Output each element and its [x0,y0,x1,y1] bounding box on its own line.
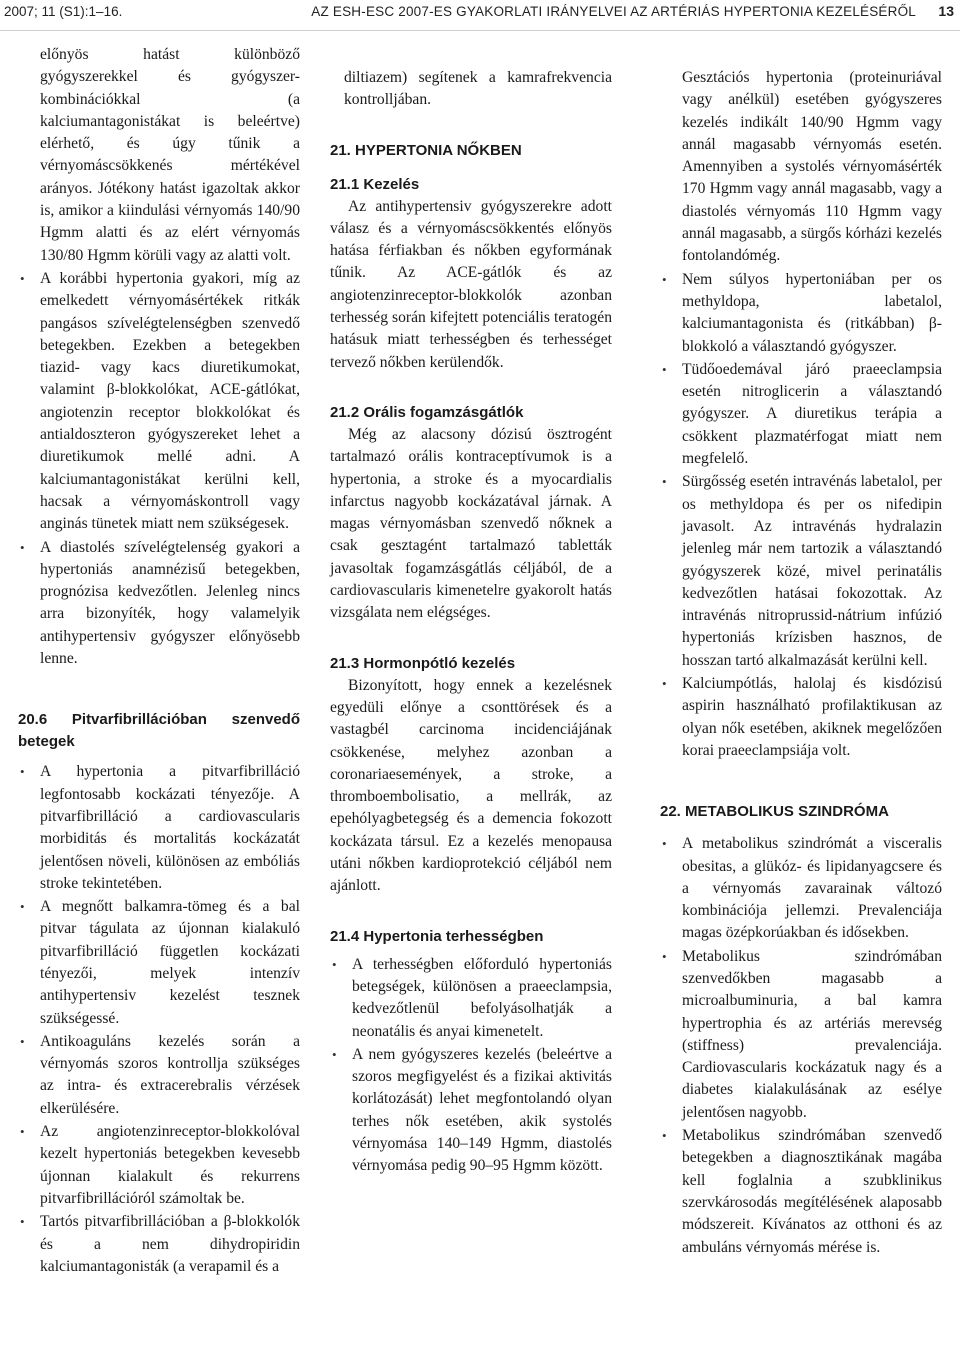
running-header [0,0,960,31]
bullet-list-metabolic [660,833,942,1259]
column-1 [18,44,300,1279]
list-item: • A nem gyógyszeres kezelés (beleértve a szoros megfigyelést és a fizikai aktivitás korlátozását) lehet megfontolandó olyan terhes nők esetében, akik systolés vérnyomása 140–149 Hgmm, diastolés vérnyomása pedig 90–95 Hgmm között. [330,1044,612,1178]
list-item: • A diastolés szívelégtelenség gyakori a hypertoniás anamnézisű betegekben, prognózisa kedvezőtlen. Jelenleg nincs arra bizonyíték, hogy valamelyik antihypertensiv gyógyszer előnyösebb lenne. [18,537,300,671]
list-item: • Kalciumpótlás, halolaj és kisdózisú aspirin használható profilaktikusan az olyan nők esetében, akiknek megelőzően korai praeeclampsiája volt. [660,673,942,762]
paragraph-21-3: Bizonyított, hogy ennek a kezelésnek egyedüli előnye a csonttörések és a vastagbél carcinoma incidenciájának csökkenése, melyhez azonban a coronariaesemények, a stroke, a thromboembolisatio, a mellrák, az epehólyagbetegség és a demencia fokozott kockázata társul. Ez a kezelés menopausa utáni nőkben kardioprotekció céljából nem ajánlott. [330,676,612,895]
subsection-heading-21-1: 21.1 Kezelés [330,175,420,193]
list-item: • A korábbi hypertonia gyakori, míg az emelkedett vérnyomásértékek ritkák pangásos szívelégtelenségben szenvedő betegekben. Ezekben a betegekben tiazid- vagy kacs diuretikumokat, valamint β-blokkolókat, ACE-gátlókat, angiotenzin receptor blokkolókat és antialdoszteron gyógyszereket lehet a diuretikumok mellé adni. A kalciumantagonistákat kerülni kell, hacsak a vérnyomáskontroll vagy anginás tünetek miatt nem szükségesek. [18,268,300,536]
list-item: • A terhességben előforduló hypertoniás betegségek, különösen a praeeclampsia, kedvezőtlenül befolyásolhatják a neonatális és anyai kimenetelt. [330,954,612,1043]
bullet-list-afib [18,761,300,1278]
list-item: • Nem súlyos hypertoniában per os methyldopa, labetalol, kalciumantagonista és (ritkábban) β-blokkoló a választandó gyógyszer. [660,269,942,358]
subsection-heading-21-3: 21.3 Hormonpótló kezelés [330,654,516,672]
section-heading-21: 21. HYPERTONIA NŐKBEN [330,141,522,159]
list-item: • Tüdőoedemával járó praeeclampsia esetén nitroglicerin a választandó gyógyszer. A diuretikus terápia a csökkent plazmatérfogat miatt nem megfelelő. [660,359,942,470]
list-item: • Antikoaguláns kezelés során a vérnyomás szoros kontrollja szükséges az intra- és extracerebralis vérzések elkerülésére. [18,1031,300,1120]
list-item: • Metabolikus szindrómában szenvedőkben magasabb a microalbuminuria, a bal kamra hypertrophia és az artériás merevség (stiffness) prevalenciája. Cardiovascularis kockázatuk nagy és a diabetes kialakulásának az esélye jelentősen nagyobb. [660,946,942,1124]
list-item: • A hypertonia a pitvarfibrilláció legfontosabb kockázati tényezője. A pitvarfibrilláció a cardiovascularis morbiditás és mortalitás kockázatát jelentősen növeli, különösen az embóliás stroke tekintetében. [18,761,300,895]
paragraph-21-2: Még az alacsony dózisú ösztrogént tartalmazó orális kontraceptívumok is a hypertonia, a stroke és a myocardialis infarctus nagyobb kockázatával járnak. A magas vérnyomásban szenvedő nőknek a csak gesztagént tartalmazó tabletták javasoltak fogamzásgátlás céljából, de a cardiovascularis kimenetelre gyakorolt hatás vizsgálata nem elégséges. [330,425,612,622]
bullet-list-continued [18,44,300,670]
journal-citation: 2007; 11 (S1):1–16. [4,4,123,19]
bullet-list-continued [660,67,942,762]
subsection-heading-21-4: 21.4 Hypertonia terhességben [330,927,544,945]
subsection-heading-21-2: 21.2 Orális fogamzásgátlók [330,403,524,421]
list-item: Gesztációs hypertonia (proteinuriával vagy anélkül) esetében gyógyszeres kezelés indikált 140/90 Hgmm vagy annál magasabb vérnyomás esetén. Amennyiben a systolés vérnyomásérték 170 Hgmm vagy annál magasabb, vagy a diastolés vérnyomás 110 Hgmm vagy annál magasabb, a sürgős kórházi kezelés fontolandómég. [682,69,942,265]
column-2 [330,67,612,1179]
paragraph-21-1: Az antihypertensiv gyógyszerekre adott válasz és a vérnyomáscsökkentés előnyös hatása férfiakban és nőkben egyformának tűnik. Az ACE-gátlók és az angiotenzinreceptor-blokkolók azonban terhesség során kifejtett potenciális teratogén hatásuk miatt terhességben és terhességet tervező nőkben kerülendők. [330,197,612,371]
list-item: • A metabolikus szindrómát a visceralis obesitas, a glükóz- és lipidanyagcsere és a vérnyomás zavarainak változó kombinációja jellemzi. Prevalenciája magas özépkorúakban és idősekben. [660,833,942,944]
page-number: 13 [938,3,954,19]
list-item: • A megnőtt balkamra-tömeg és a bal pitvar tágulata az újonnan kialakuló pitvarfibrilláció független kockázati tényezői, melyek intenzív antihypertensiv kezelést tesznek szükségessé. [18,896,300,1030]
paragraph-continuation: diltiazem) segítenek a kamrafrekvencia kontrolljában. [344,69,612,109]
list-item: • Tartós pitvarfibrillációban a β-blokkolók és a nem dihydropiridin kalciumantagonisták (a verapamil és a [18,1211,300,1278]
running-title: AZ ESH-ESC 2007-ES GYAKORLATI IRÁNYELVEI AZ ARTÉRIÁS HYPERTONIA KEZELÉSÉRŐL [311,4,916,19]
bullet-list-pregnancy [330,954,612,1178]
section-heading-22: 22. METABOLIKUS SZINDRÓMA [660,803,889,821]
list-item: • Metabolikus szindrómában szenvedő betegekben a diagnosztikának magába kell foglalnia a szubklinikus szervkárosodás megítélésének alaposabb módszereit. Kívánatos az otthoni és az ambuláns vérnyomás mérése is. [660,1125,942,1259]
column-3 [660,67,942,1260]
list-item: előnyös hatást különböző gyógyszerekkel és gyógyszer-kombinációkkal (a kalciumantagonistákat is beleértve) elérhető, és úgy tűnik a vérnyomáscsökkenés mértékével arányos. Jótékony hatást igazoltak akkor is, amikor a kiindulási vérnyomás 140/90 Hgmm alatti és az elért vérnyomás 130/80 Hgmm körüli vagy az alatti volt. [40,46,300,264]
list-item: • Az angiotenzinreceptor-blokkolóval kezelt hypertoniás betegekben kevesebb újonnan kialakult és rekurrens pitvarfibrillációról számoltak be. [18,1121,300,1210]
section-heading-20-6: 20.6 Pitvarfibrillációban szenvedő betegek [18,711,300,751]
list-item: • Sürgősség esetén intravénás labetalol, per os methyldopa és per os nifedipin javasolt. Az intravénás hydralazin jelenleg már nem tartozik a választandó gyógyszerek közé, mivel perinatális kedvezőtlen hatásai fokozottak. Az intravénás nitroprussid-nátrium infúzió hypertoniás krízisben hasznos, de hosszan tartó alkalmazását kerülni kell. [660,471,942,672]
